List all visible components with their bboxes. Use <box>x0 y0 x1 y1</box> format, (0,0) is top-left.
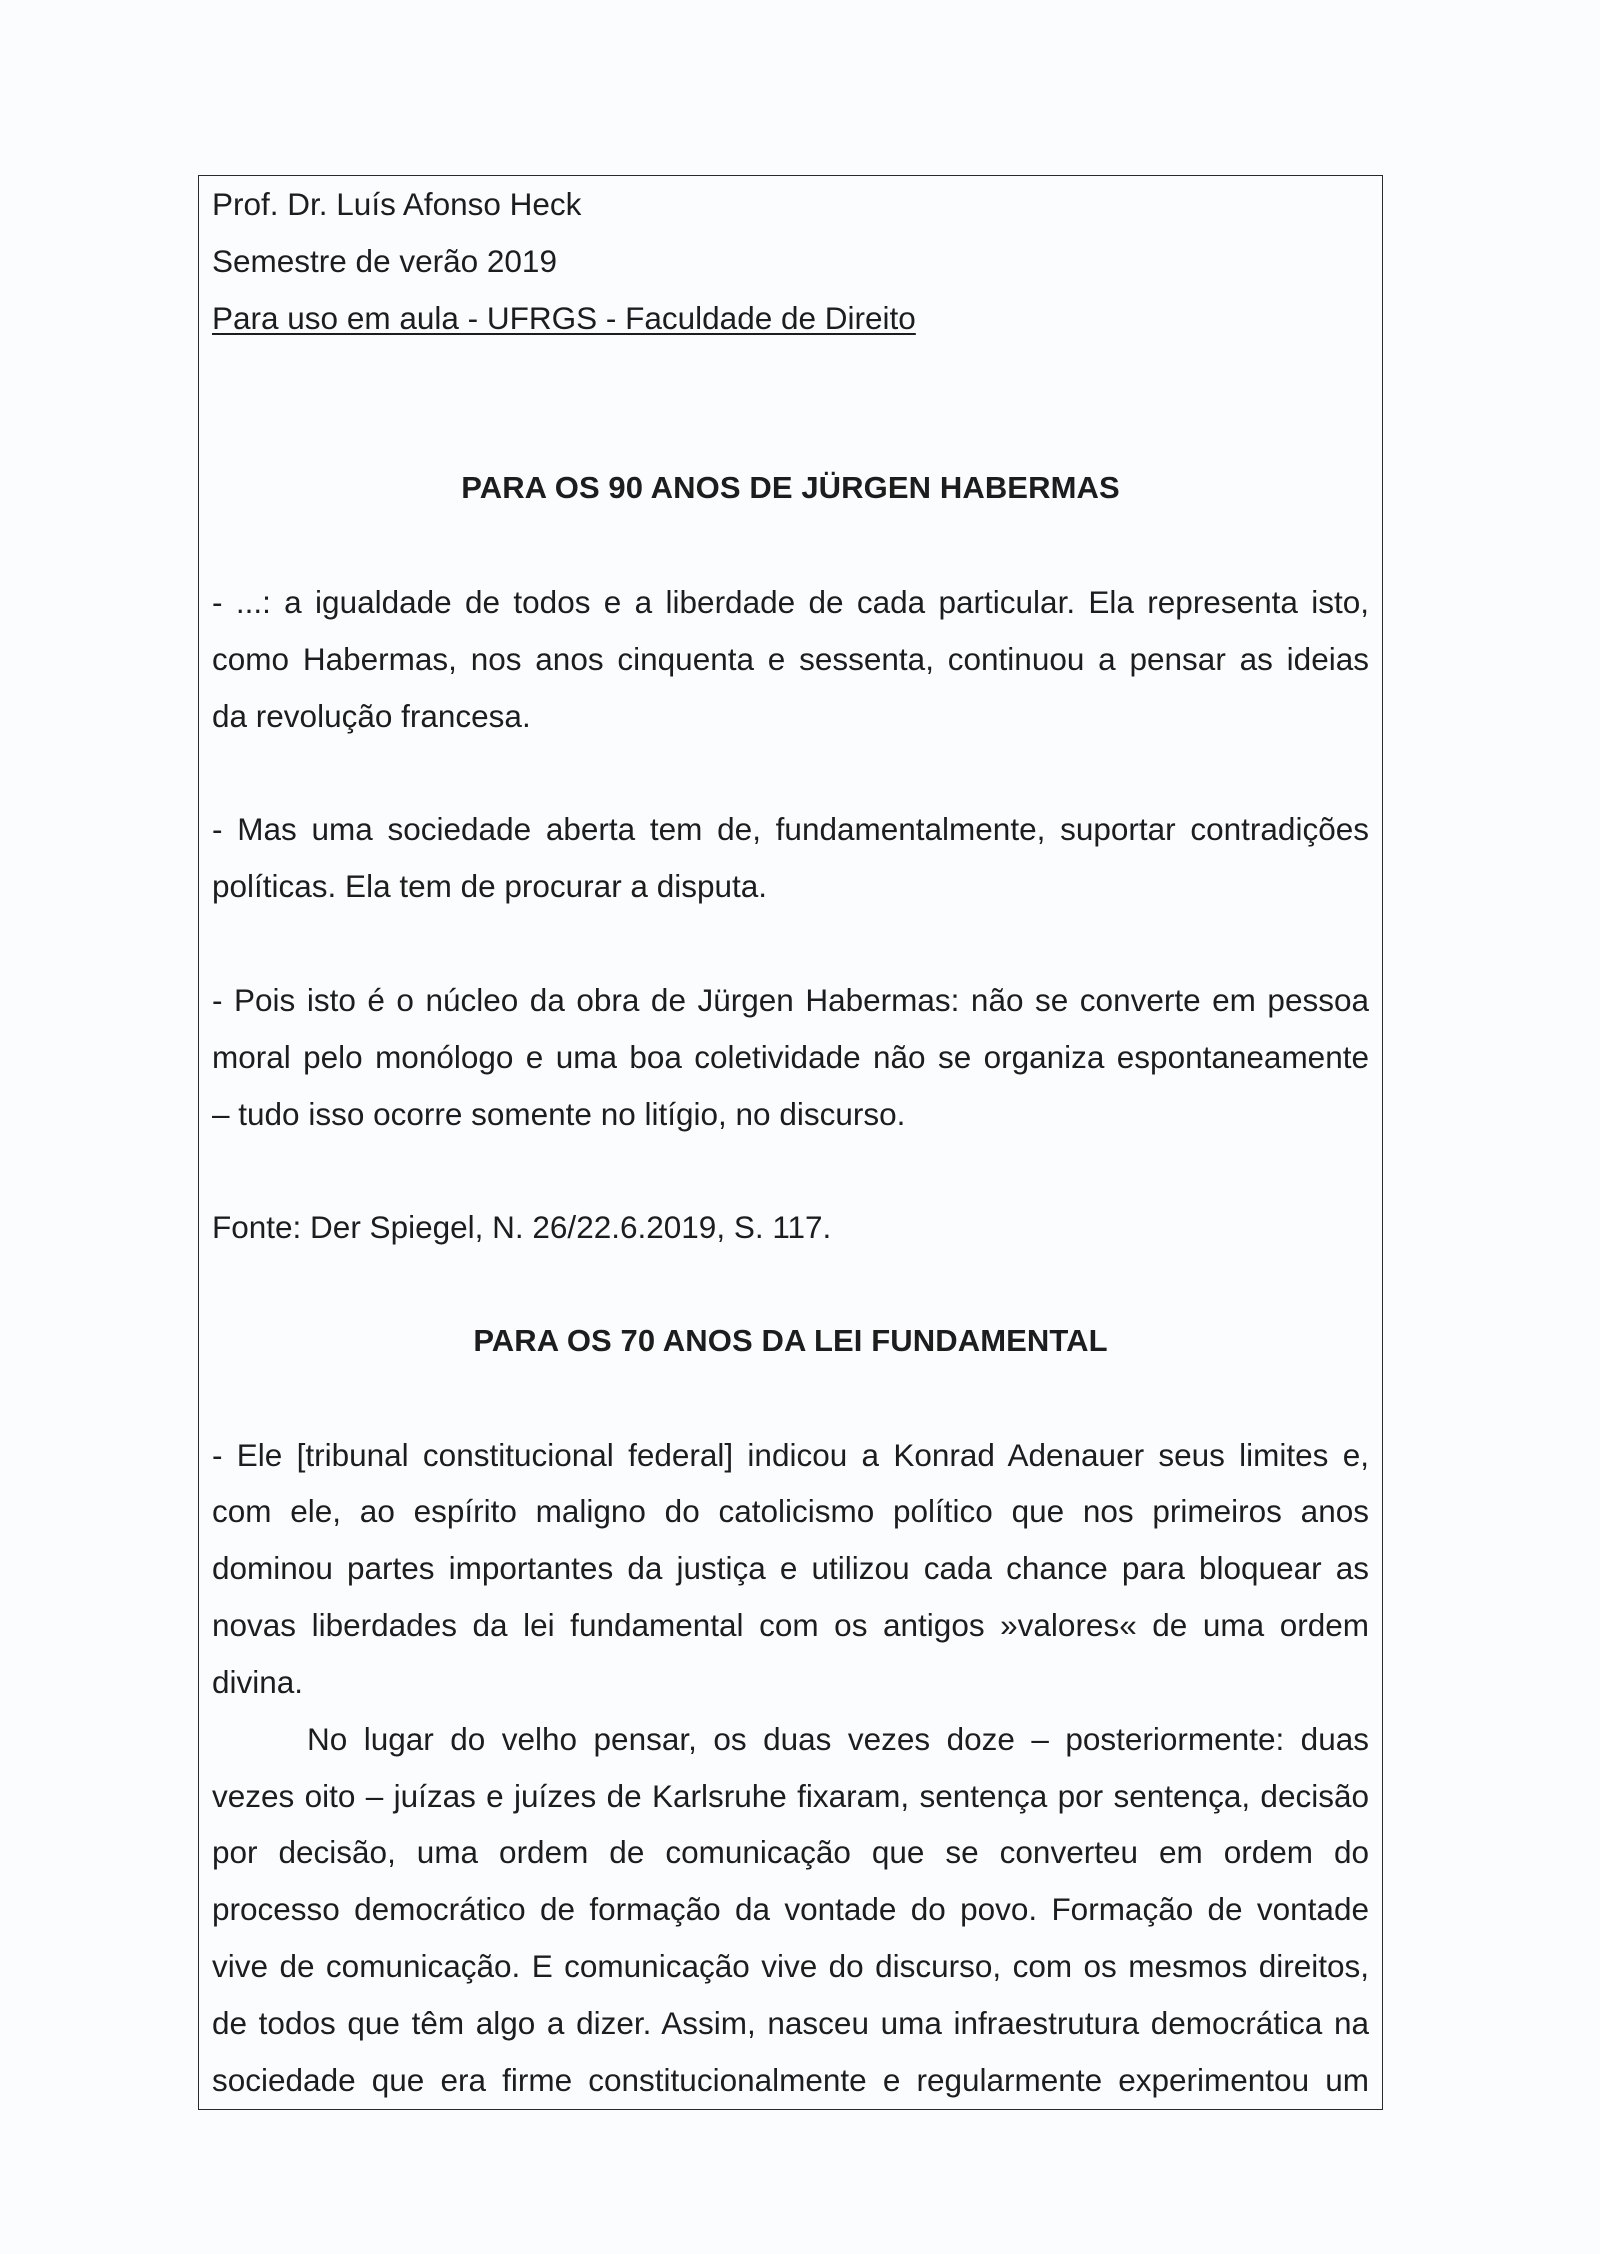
paragraph-line: - Mas uma sociedade aberta tem de, fundamentalmente, suportar contradições <box>212 811 1369 848</box>
paragraph <box>212 801 1369 915</box>
paragraph-line: sociedade que era firme constitucionalmente e regularmente experimentou um <box>212 2061 1369 2098</box>
author-line: Prof. Dr. Luís Afonso Heck <box>212 186 582 222</box>
paragraph-line: políticas. Ela tem de procurar a disputa. <box>212 868 768 905</box>
document-page <box>198 175 1383 2110</box>
paragraph <box>212 972 1369 1143</box>
paragraph-line: dominou partes importantes da justiça e utilizou cada chance para bloquear as <box>212 1550 1369 1587</box>
paragraph-line: novas liberdades da lei fundamental com os antigos »valores« de uma ordem <box>212 1607 1369 1644</box>
paragraph-line: - Ele [tribunal constitucional federal] indicou a Konrad Adenauer seus limites e, <box>212 1436 1369 1473</box>
section-heading: PARA OS 70 ANOS DA LEI FUNDAMENTAL <box>473 1322 1108 1358</box>
paragraph-line: vezes oito – juízas e juízes de Karlsruhe fixaram, sentença por sentença, decisão <box>212 1777 1369 1814</box>
usage-note-line <box>212 290 1369 347</box>
usage-note: Para uso em aula - UFRGS - Faculdade de Direito <box>212 299 916 336</box>
paragraph-line: – tudo isso ocorre somente no litígio, no discurso. <box>212 1095 906 1132</box>
paragraph-line: processo democrático de formação da vontade do povo. Formação de vontade <box>212 1891 1369 1928</box>
source-citation: Fonte: Der Spiegel, N. 26/22.6.2019, S. 117. <box>212 1209 832 1246</box>
paragraph-line: de todos que têm algo a dizer. Assim, nasceu uma infraestrutura democrática na <box>212 2005 1369 2041</box>
section-heading: PARA OS 90 ANOS DE JÜRGEN HABERMAS <box>461 470 1120 506</box>
paragraph <box>212 1427 1369 1711</box>
paragraph-line: moral pelo monólogo e uma boa coletividade não se organiza espontaneamente <box>212 1038 1369 1075</box>
document-header <box>212 176 1369 347</box>
paragraph-line: - ...: a igualdade de todos e a liberdade de cada particular. Ela representa isto, <box>212 583 1369 620</box>
paragraph-line: - Pois isto é o núcleo da obra de Jürgen Habermas: não se converte em pessoa <box>212 981 1369 1018</box>
paragraph-line: divina. <box>212 1663 304 1700</box>
semester-line: Semestre de verão 2019 <box>212 242 557 279</box>
paragraph-line: com ele, ao espírito maligno do catolicismo político que nos primeiros anos <box>212 1493 1369 1530</box>
paragraph-line: por decisão, uma ordem de comunicação que se converteu em ordem do <box>212 1834 1369 1871</box>
paragraph-line: No lugar do velho pensar, os duas vezes doze – posteriormente: duas <box>307 1720 1369 1757</box>
paragraph <box>212 574 1369 745</box>
paragraph-line: vive de comunicação. E comunicação vive do discurso, com os mesmos direitos, <box>212 1948 1369 1985</box>
paragraph-line: da revolução francesa. <box>212 697 531 734</box>
paragraph <box>212 1711 1369 2109</box>
paragraph-line: como Habermas, nos anos cinquenta e sessenta, continuou a pensar as ideias <box>212 640 1369 677</box>
